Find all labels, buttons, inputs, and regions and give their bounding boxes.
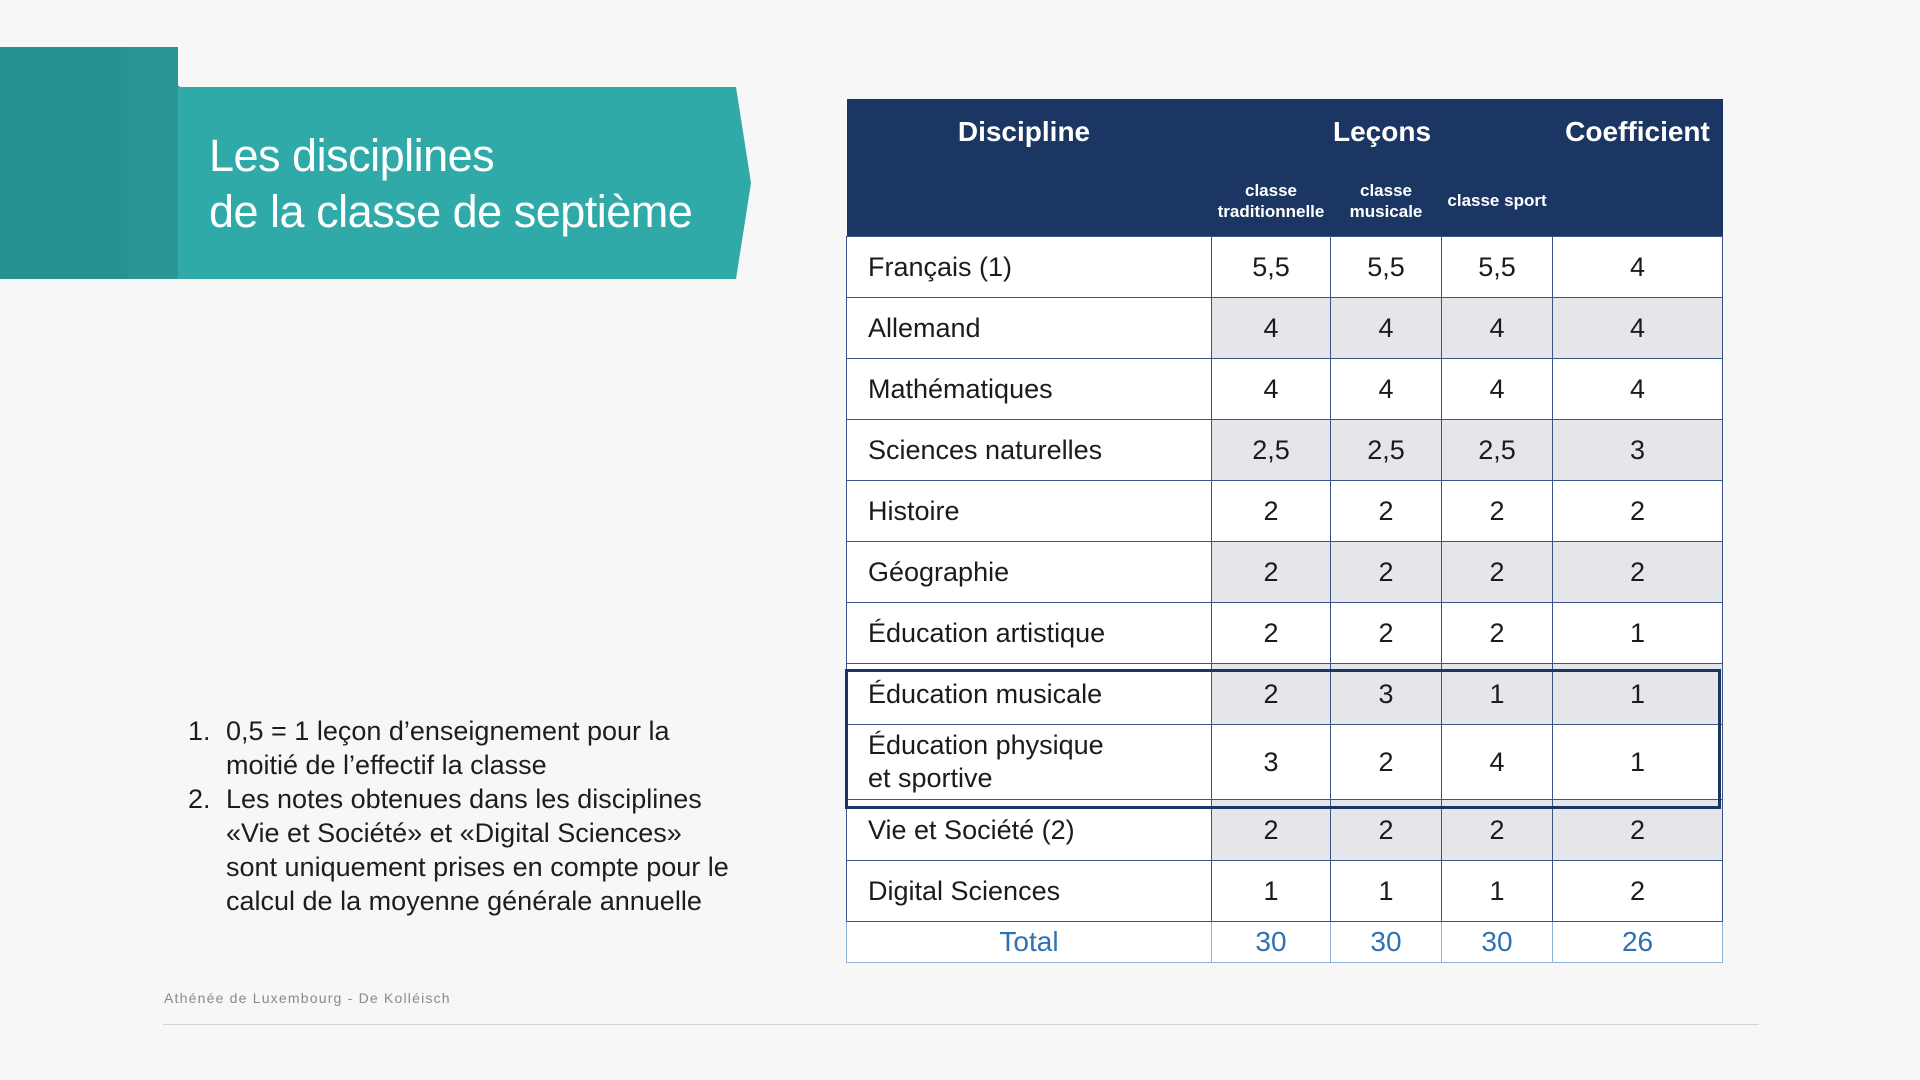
table-row: [847, 725, 1723, 800]
coefficient: 4: [1553, 298, 1723, 359]
footnote-number: 1.: [188, 716, 211, 746]
lecons-sport: 5,5: [1442, 237, 1553, 298]
subheader-empty: [847, 165, 1212, 237]
discipline-name: Géographie: [847, 542, 1212, 603]
page-title: [209, 128, 729, 240]
coefficient: 1: [1553, 664, 1723, 725]
lecons-sport: 4: [1442, 725, 1553, 800]
lecons-traditionnelle: 2: [1212, 800, 1331, 861]
lecons-traditionnelle: 4: [1212, 359, 1331, 420]
coefficient: 3: [1553, 420, 1723, 481]
footnote-item: [180, 714, 740, 782]
lecons-sport: 2: [1442, 542, 1553, 603]
discipline-name: Histoire: [847, 481, 1212, 542]
table-row: [847, 800, 1723, 861]
lecons-sport: 2,5: [1442, 420, 1553, 481]
subheader-empty: [1553, 165, 1723, 237]
subheader-row: [847, 165, 1723, 237]
discipline-name: Mathématiques: [847, 359, 1212, 420]
lecons-traditionnelle: 2: [1212, 664, 1331, 725]
subheader-traditionnelle: classe traditionnelle: [1212, 165, 1331, 237]
lecons-traditionnelle: 2,5: [1212, 420, 1331, 481]
discipline-name-line-1: Éducation physique: [868, 730, 1104, 760]
total-row: [847, 922, 1723, 963]
table-row: [847, 481, 1723, 542]
total-musicale: 30: [1331, 922, 1442, 963]
lecons-musicale: 5,5: [1331, 237, 1442, 298]
footnote-number: 2.: [188, 784, 211, 814]
discipline-name: Français (1): [847, 237, 1212, 298]
lecons-musicale: 2,5: [1331, 420, 1442, 481]
table-row: [847, 420, 1723, 481]
lecons-traditionnelle: 4: [1212, 298, 1331, 359]
title-line-2: de la classe de septième: [209, 186, 693, 237]
total-sport: 30: [1442, 922, 1553, 963]
lecons-musicale: 1: [1331, 861, 1442, 922]
coefficient: 2: [1553, 861, 1723, 922]
discipline-name: [847, 725, 1212, 800]
lecons-musicale: 3: [1331, 664, 1442, 725]
footnote-text: 0,5 = 1 leçon d’enseignement pour la moitié de l’effectif la classe: [226, 716, 670, 780]
footer-school-name: Athénée de Luxembourg - De Kolléisch: [164, 990, 451, 1006]
lecons-musicale: 2: [1331, 542, 1442, 603]
lecons-traditionnelle: 2: [1212, 542, 1331, 603]
banner-fold: [127, 47, 178, 279]
footer-divider: [163, 1024, 1759, 1025]
lecons-sport: 1: [1442, 664, 1553, 725]
lecons-sport: 4: [1442, 298, 1553, 359]
lecons-traditionnelle: 5,5: [1212, 237, 1331, 298]
discipline-name: Vie et Société (2): [847, 800, 1212, 861]
lecons-traditionnelle: 2: [1212, 603, 1331, 664]
lecons-sport: 2: [1442, 481, 1553, 542]
table-row: [847, 359, 1723, 420]
lecons-sport: 2: [1442, 800, 1553, 861]
coefficient: 4: [1553, 359, 1723, 420]
header-row: [847, 99, 1723, 165]
discipline-name: Allemand: [847, 298, 1212, 359]
table-row: [847, 298, 1723, 359]
title-line-1: Les disciplines: [209, 130, 495, 181]
discipline-name: Digital Sciences: [847, 861, 1212, 922]
lecons-traditionnelle: 2: [1212, 481, 1331, 542]
header-lecons: Leçons: [1212, 99, 1553, 165]
subheader-musicale: classe musicale: [1331, 165, 1442, 237]
lecons-traditionnelle: 1: [1212, 861, 1331, 922]
table-row: [847, 861, 1723, 922]
lecons-musicale: 2: [1331, 800, 1442, 861]
coefficient: 1: [1553, 725, 1723, 800]
coefficient: 4: [1553, 237, 1723, 298]
lecons-sport: 4: [1442, 359, 1553, 420]
table-row: [847, 237, 1723, 298]
lecons-traditionnelle: 3: [1212, 725, 1331, 800]
discipline-name: Sciences naturelles: [847, 420, 1212, 481]
lecons-musicale: 2: [1331, 603, 1442, 664]
total-coefficient: 26: [1553, 922, 1723, 963]
total-label: Total: [847, 922, 1212, 963]
lecons-musicale: 4: [1331, 359, 1442, 420]
disciplines-table: [846, 99, 1723, 963]
lecons-sport: 1: [1442, 861, 1553, 922]
discipline-name-line-2: et sportive: [868, 763, 993, 793]
subheader-sport: classe sport: [1442, 165, 1553, 237]
lecons-musicale: 2: [1331, 725, 1442, 800]
discipline-name: Éducation musicale: [847, 664, 1212, 725]
lecons-musicale: 2: [1331, 481, 1442, 542]
footnotes-list: [180, 714, 740, 918]
header-discipline: Discipline: [847, 99, 1212, 165]
coefficient: 1: [1553, 603, 1723, 664]
total-traditionnelle: 30: [1212, 922, 1331, 963]
lecons-sport: 2: [1442, 603, 1553, 664]
table-row: [847, 542, 1723, 603]
coefficient: 2: [1553, 481, 1723, 542]
header-coefficient: Coefficient: [1553, 99, 1723, 165]
table-row: [847, 664, 1723, 725]
table-row: [847, 603, 1723, 664]
footnote-text: Les notes obtenues dans les disciplines «Vie et Société» et «Digital Sciences» sont uniquement prises en compte pour le calcul de la moyenne générale annuelle: [226, 784, 729, 916]
coefficient: 2: [1553, 800, 1723, 861]
lecons-musicale: 4: [1331, 298, 1442, 359]
discipline-name: Éducation artistique: [847, 603, 1212, 664]
coefficient: 2: [1553, 542, 1723, 603]
footnote-item: [180, 782, 740, 918]
